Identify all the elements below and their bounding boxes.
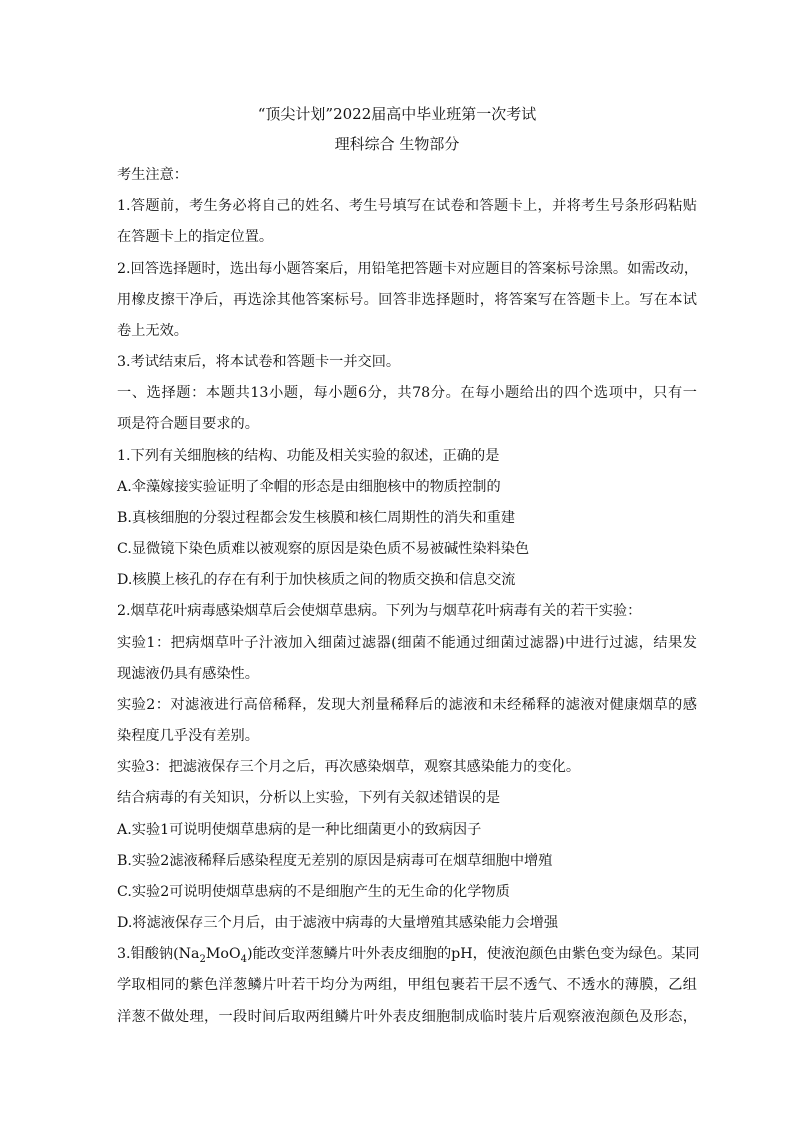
notice-item-2-line-3: 卷上无效。 bbox=[117, 323, 188, 339]
question-3-line-3: 洋葱不做处理，一段时间后取两组鳞片叶外表皮细胞制成临时装片后观察液泡颜色及形态， bbox=[117, 1009, 697, 1025]
section-heading-line-1: 一、选择题：本题共13小题，每小题6分，共78分。在每小题给出的四个选项中，只有一 bbox=[117, 385, 697, 401]
notice-item-3: 3.考试结束后，将本试卷和答题卡一并交回。 bbox=[117, 354, 401, 370]
question-2-ask: 结合病毒的有关知识，分析以上实验，下列有关叙述错误的是 bbox=[117, 790, 501, 806]
question-1-option-a: A.伞藻嫁接实验证明了伞帽的形态是由细胞核中的物质控制的 bbox=[117, 479, 501, 495]
question-2-stem: 2.烟草花叶病毒感染烟草后会使烟草患病。下列为与烟草花叶病毒有关的若干实验： bbox=[117, 603, 642, 619]
question-2-experiment-2-line-1: 实验2：对滤液进行高倍稀释，发现大剂量稀释后的滤液和未经稀释的滤液对健康烟草的感 bbox=[117, 697, 697, 713]
question-1-option-c: C.显微镜下染色质难以被观察的原因是染色质不易被碱性染料染色 bbox=[117, 541, 530, 557]
notice-item-2-line-1: 2.回答选择题时，选出每小题答案后，用铅笔把答题卡对应题目的答案标号涂黑。如需改动， bbox=[117, 261, 699, 277]
exam-title: “顶尖计划”2022届高中毕业班第一次考试 bbox=[257, 105, 537, 123]
question-2-experiment-2-line-2: 染程度几乎没有差别。 bbox=[117, 728, 259, 744]
notice-item-2-line-2: 用橡皮擦干净后，再选涂其他答案标号。回答非选择题时，将答案写在答题卡上。写在本试 bbox=[117, 292, 697, 308]
question-1-option-b: B.真核细胞的分裂过程都会发生核膜和核仁周期性的消失和重建 bbox=[117, 510, 516, 526]
question-1-stem: 1.下列有关细胞核的结构、功能及相关实验的叙述，正确的是 bbox=[117, 448, 500, 464]
question-3-line-1-text-a: 3.钼酸钠(Na bbox=[117, 946, 200, 962]
formula-subscript-1: 2 bbox=[199, 953, 206, 965]
question-2-experiment-1-line-1: 实验1：把病烟草叶子汁液加入细菌过滤器(细菌不能通过细菌过滤器)中进行过滤，结果发 bbox=[117, 635, 697, 651]
formula-subscript-2: 4 bbox=[240, 953, 247, 965]
question-3-line-2: 学取相同的紫色洋葱鳞片叶若干均分为两组，甲组包裹若干层不透气、不透水的薄膜，乙组 bbox=[117, 977, 697, 993]
question-3-line-1 bbox=[117, 944, 700, 965]
question-2-option-d: D.将滤液保存三个月后，由于滤液中病毒的大量增殖其感染能力会增强 bbox=[117, 915, 559, 931]
exam-subtitle: 理科综合 生物部分 bbox=[334, 135, 460, 153]
question-2-option-b: B.实验2滤液稀释后感染程度无差别的原因是病毒可在烟草细胞中增殖 bbox=[117, 853, 553, 869]
notice-item-1-line-2: 在答题卡上的指定位置。 bbox=[117, 229, 274, 245]
question-2-option-c: C.实验2可说明使烟草患病的不是细胞产生的无生命的化学物质 bbox=[117, 884, 510, 900]
section-heading-line-2: 项是符合题目要求的。 bbox=[117, 416, 259, 432]
notice-heading: 考生注意： bbox=[117, 167, 188, 183]
question-3-line-1-text-b: MoO bbox=[205, 946, 241, 962]
question-1-option-d: D.核膜上核孔的存在有利于加快核质之间的物质交换和信息交流 bbox=[117, 572, 516, 588]
question-3-line-1-text-c: )能改变洋葱鳞片叶外表皮细胞的pH，使液泡颜色由紫色变为绿色。某同 bbox=[246, 946, 700, 962]
notice-item-1-line-1: 1.答题前，考生务必将自己的姓名、考生号填写在试卷和答题卡上，并将考生号条形码粘贴 bbox=[117, 198, 697, 214]
question-2-experiment-3: 实验3：把滤液保存三个月之后，再次感染烟草，观察其感染能力的变化。 bbox=[117, 759, 581, 775]
question-2-experiment-1-line-2: 现滤液仍具有感染性。 bbox=[117, 666, 259, 682]
question-2-option-a: A.实验1可说明使烟草患病的是一种比细菌更小的致病因子 bbox=[117, 822, 482, 838]
